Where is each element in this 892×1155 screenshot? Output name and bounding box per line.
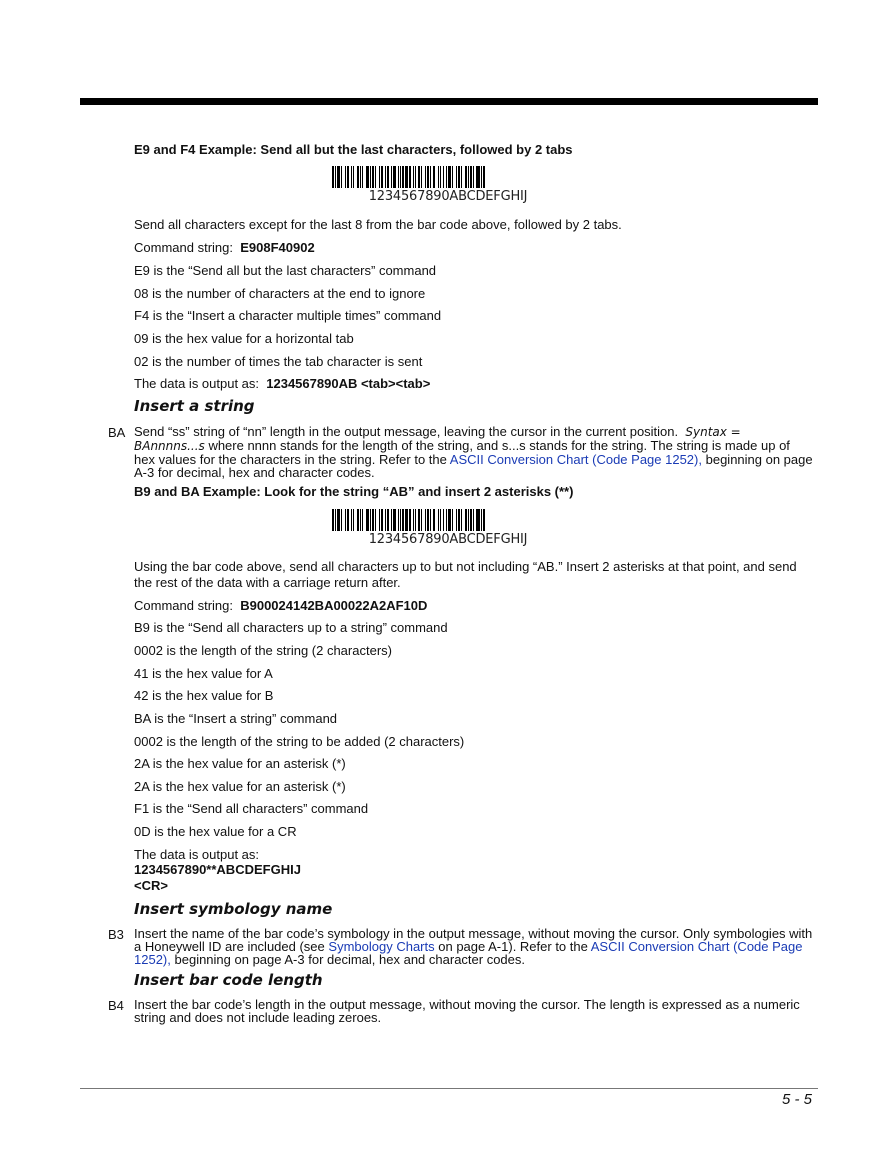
ex2-output-value: 1234567890**ABCDEFGHIJ — [134, 862, 301, 877]
command-label: Command string: — [134, 240, 233, 255]
insert-string-description — [134, 425, 814, 479]
output-label: The data is output as: — [134, 376, 260, 391]
ex2-line: 2A is the hex value for an asterisk (*) — [134, 756, 346, 771]
barcode-2 — [332, 509, 564, 547]
insert-symbology-description — [134, 927, 814, 966]
text: Insert the name of the bar code’s symbology in the output message, without moving the cursor. Only symbologies with a Honeywell ID are included (see — [134, 926, 813, 954]
ex1-output — [134, 376, 430, 392]
ex2-line: 0002 is the length of the string to be added (2 characters) — [134, 734, 465, 749]
ex2-line: 0D is the hex value for a CR — [134, 824, 297, 839]
syntax: Syntax = BAnnnns...s — [134, 425, 741, 453]
text: where nnnn stands for the length of the string, and s...s stands for the string. The string is made up of hex values for the characters in the string. Refer to the — [134, 438, 790, 467]
command-value: B900024142BA00022A2AF10D — [240, 598, 428, 613]
code-label: BA — [108, 425, 126, 440]
barcode-space — [485, 509, 486, 531]
ex2-output-cr: <CR> — [134, 878, 168, 893]
ex1-intro: Send all characters except for the last 8 from the bar code above, followed by 2 tabs. — [134, 217, 622, 232]
ex2-line: 41 is the hex value for A — [134, 666, 273, 681]
ex1-line: 08 is the number of characters at the end to ignore — [134, 286, 426, 301]
ascii-chart-link[interactable]: ASCII Conversion Chart (Code Page 1252), — [449, 452, 702, 467]
ex2-line: 0002 is the length of the string (2 characters) — [134, 643, 392, 658]
text: beginning on page A-3 for decimal, hex and character codes. — [134, 452, 813, 480]
ex1-line: 02 is the number of times the tab character is sent — [134, 354, 423, 369]
insert-length-description: Insert the bar code’s length in the output message, without moving the cursor. The length is expressed as a numeric string and does not include leading zeroes. — [134, 997, 800, 1025]
heading-insert-length: Insert bar code length — [134, 971, 323, 989]
ex2-line: B9 is the “Send all characters up to a string” command — [134, 620, 448, 635]
barcode-space — [485, 166, 486, 188]
ex1-line: E9 is the “Send all but the last characters” command — [134, 263, 437, 278]
text: on page A-1). Refer to the — [438, 939, 588, 954]
output-value: 1234567890AB <tab><tab> — [266, 376, 431, 391]
barcode-label: 1234567890ABCDEFGHIJ — [368, 189, 528, 204]
symbology-charts-link[interactable]: Symbology Charts — [328, 939, 435, 954]
ex2-output-label: The data is output as: — [134, 847, 260, 862]
heading-insert-string: Insert a string — [134, 397, 255, 415]
ex1-line: F4 is the “Insert a character multiple times” command — [134, 308, 442, 323]
ex2-command — [134, 598, 427, 614]
ex2-line: 42 is the hex value for B — [134, 688, 274, 703]
ex2-line: F1 is the “Send all characters” command — [134, 801, 369, 816]
ex1-line: 09 is the hex value for a horizontal tab — [134, 331, 354, 346]
ascii-chart-link[interactable]: ASCII Conversion Chart (Code Page 1252), — [134, 939, 803, 967]
ex2-intro: the rest of the data with a carriage return after. — [134, 575, 401, 590]
text: beginning on page A-3 for decimal, hex and character codes. — [174, 952, 526, 967]
ex2-intro: Using the bar code above, send all characters up to but not including “AB.” Insert 2 asterisks at that point, and send — [134, 559, 797, 574]
ex2-line: 2A is the hex value for an asterisk (*) — [134, 779, 346, 794]
command-label: Command string: — [134, 598, 233, 613]
ex2-line: BA is the “Insert a string” command — [134, 711, 338, 726]
header-rule — [80, 98, 818, 105]
barcode-bars — [332, 509, 564, 531]
code-label: B4 — [108, 998, 124, 1013]
heading-insert-symbology: Insert symbology name — [134, 900, 333, 918]
barcode-1 — [332, 166, 564, 204]
ex2-title: B9 and BA Example: Look for the string “AB” and insert 2 asterisks (**) — [134, 484, 574, 499]
footer-rule — [80, 1088, 818, 1089]
barcode-label: 1234567890ABCDEFGHIJ — [368, 532, 528, 547]
command-value: E908F40902 — [240, 240, 315, 255]
page-number: 5 - 5 — [781, 1091, 812, 1108]
ex1-title: E9 and F4 Example: Send all but the last characters, followed by 2 tabs — [134, 142, 573, 157]
barcode-bars — [332, 166, 564, 188]
code-label: B3 — [108, 927, 124, 942]
text: Send “ss” string of “nn” length in the output message, leaving the cursor in the current position. — [134, 424, 679, 439]
ex1-command — [134, 240, 315, 256]
